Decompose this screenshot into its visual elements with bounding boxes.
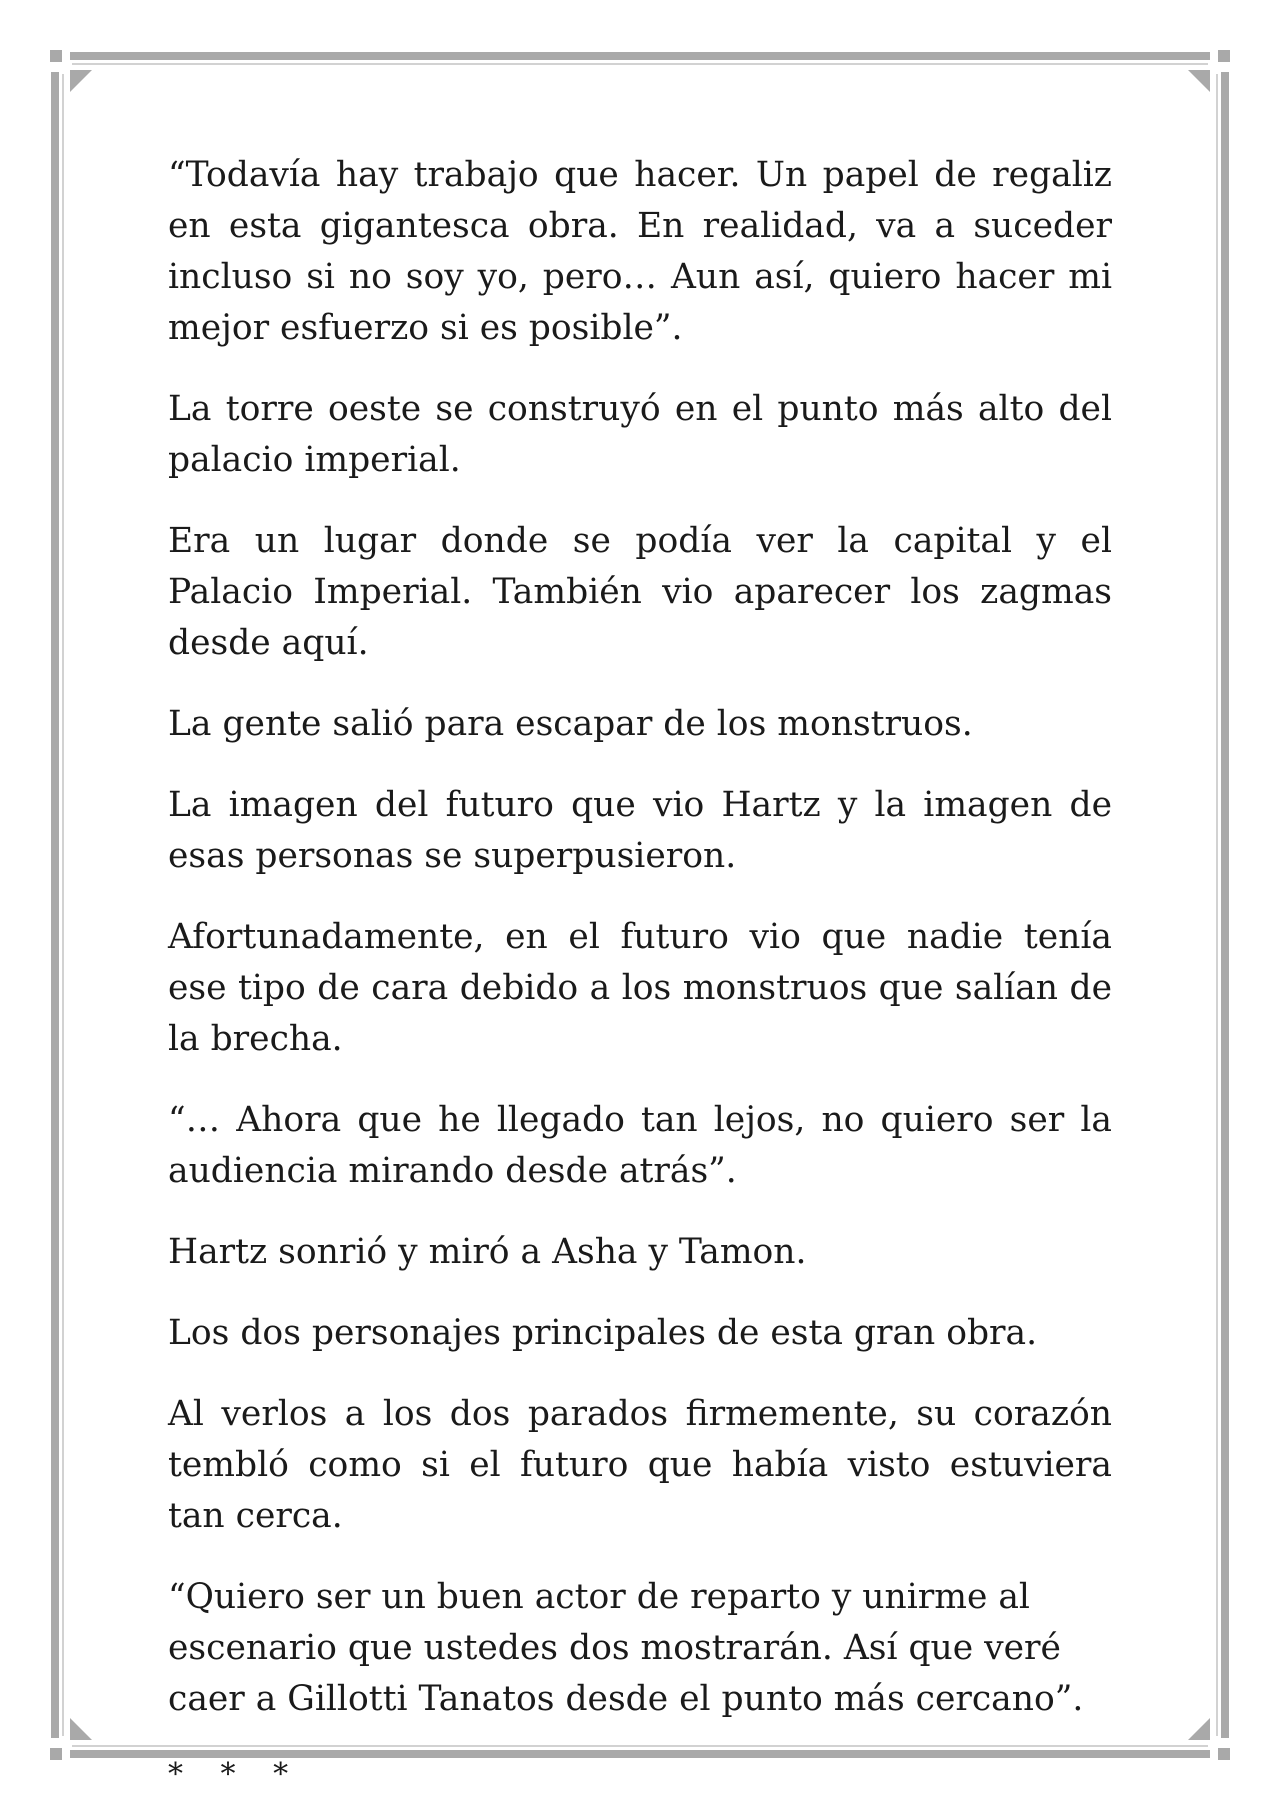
document-body [168,150,1112,1795]
paragraph-7: “… Ahora que he llegado tan lejos, no quiero ser la audiencia mirando desde atrás”. [168,1100,1112,1191]
paragraph-4: La gente salió para escapar de los monstruos. [168,704,973,744]
paragraph-1: “Todavía hay trabajo que hacer. Un papel de regaliz en esta gigantesca obra. En realidad, va a suceder incluso si no soy yo, pero… Aun así, quiero hacer mi mejor esfuerzo si es posible”. [168,155,1112,348]
scene-separator: * * * [168,1757,303,1792]
paragraph-3: Era un lugar donde se podía ver la capital y el Palacio Imperial. También vio aparecer los zagmas desde aquí. [168,521,1112,663]
paragraph-8: Hartz sonrió y miró a Asha y Tamon. [168,1232,807,1272]
paragraph-10: Al verlos a los dos parados firmemente, su corazón tembló como si el futuro que había visto estuviera tan cerca. [168,1394,1112,1536]
paragraph-2: La torre oeste se construyó en el punto más alto del palacio imperial. [168,389,1112,480]
paragraph-9: Los dos personajes principales de esta gran obra. [168,1313,1038,1353]
paragraph-11: “Quiero ser un buen actor de reparto y unirme al escenario que ustedes dos mostrarán. Así que veré caer a Gillotti Tanatos desde el punto más cercano”. [168,1577,1084,1719]
paragraph-5: La imagen del futuro que vio Hartz y la imagen de esas personas se superpusieron. [168,785,1112,876]
paragraph-6: Afortunadamente, en el futuro vio que nadie tenía ese tipo de cara debido a los monstruos que salían de la brecha. [168,917,1112,1059]
